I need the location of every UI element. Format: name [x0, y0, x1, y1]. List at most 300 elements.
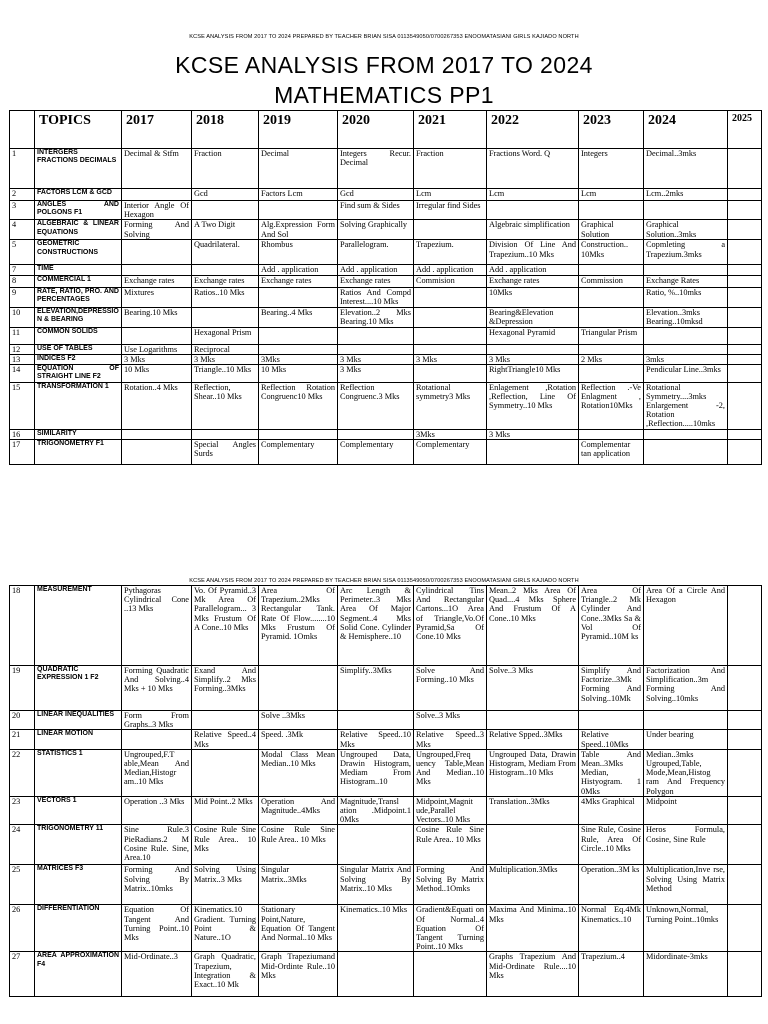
- year-cell-2024: Midordinate-3mks: [644, 952, 728, 997]
- year-cell-2025: [728, 189, 762, 201]
- table-row: [10, 354, 762, 364]
- table-row: [10, 220, 762, 240]
- topic-cell: COMMERCIAL 1: [35, 275, 122, 287]
- year-cell-2019: Graph Trapeziumand Mid-Ordinte Rule..10 Mks: [259, 952, 338, 997]
- year-cell-2022: Solve..3 Mks: [487, 666, 579, 711]
- year-cell-2023: [579, 429, 644, 439]
- year-cell-2023: 4Mks Graphical: [579, 796, 644, 825]
- year-cell-2024: Unknown,Normal, Turning Point..10mks: [644, 905, 728, 952]
- year-cell-2018: Exand And Simplify..2 Mks Forming..3Mks: [192, 666, 259, 711]
- year-cell-2020: Find sum & Sides: [338, 201, 414, 220]
- table-row: [10, 825, 762, 865]
- year-cell-2017: [122, 429, 192, 439]
- header-2018: 2018: [192, 111, 259, 149]
- table-header-row: [10, 111, 762, 149]
- year-cell-2019: [259, 287, 338, 307]
- header-no: [10, 111, 35, 149]
- year-cell-2025: [728, 586, 762, 666]
- year-cell-2020: Magnitude,Transl ation .Midpoint.1 0Mks: [338, 796, 414, 825]
- row-number: 15: [10, 382, 35, 429]
- year-cell-2020: 3 Mks: [338, 365, 414, 383]
- page-title-line-1: KCSE ANALYSIS FROM 2017 TO 2024: [175, 52, 593, 78]
- table-row: [10, 240, 762, 265]
- year-cell-2021: Solve And Forming..10 Mks: [414, 666, 487, 711]
- page-header-line: KCSE ANALYSIS FROM 2017 TO 2024 PREPARED BY TEACHER BRIAN SISA 0113549050/0700267353 ENOOMATASIANI GIRLS KAJIADO NORTH: [189, 34, 579, 40]
- year-cell-2020: Elevation..2 Mks Bearing.10 Mks: [338, 307, 414, 327]
- year-cell-2017: Rotation..4 Mks: [122, 382, 192, 429]
- year-cell-2017: 3 Mks: [122, 354, 192, 364]
- year-cell-2025: [728, 354, 762, 364]
- year-cell-2025: [728, 220, 762, 240]
- year-cell-2022: [487, 344, 579, 354]
- year-cell-2020: Singular Matrix And Solving By Matrix..10 Mks: [338, 865, 414, 905]
- year-cell-2024: Factorization And Simplification..3m Forming And Solving..10mks: [644, 666, 728, 711]
- year-cell-2023: [579, 344, 644, 354]
- year-cell-2024: Heros Formula, Cosine, Sine Rule: [644, 825, 728, 865]
- year-cell-2022: Relative Spped..3Mks: [487, 730, 579, 749]
- row-number: 25: [10, 865, 35, 905]
- year-cell-2025: [728, 865, 762, 905]
- year-cell-2017: Mid-Ordinate..3: [122, 952, 192, 997]
- row-number: 2: [10, 189, 35, 201]
- year-cell-2022: Multiplication.3Mks: [487, 865, 579, 905]
- year-cell-2022: Graphs Trapezium And Mid-Ordinate Rule....10 Mks: [487, 952, 579, 997]
- year-cell-2024: Lcm..2mks: [644, 189, 728, 201]
- year-cell-2024: Graphical Solution..3mks: [644, 220, 728, 240]
- table-row: [10, 905, 762, 952]
- year-cell-2020: Kinematics..10 Mks: [338, 905, 414, 952]
- year-cell-2024: Pendicular Line..3mks: [644, 365, 728, 383]
- year-cell-2017: Ungrouped,F.T able,Mean And Median,Histogr am..10 Mks: [122, 749, 192, 796]
- year-cell-2018: [192, 749, 259, 796]
- year-cell-2023: Commission: [579, 275, 644, 287]
- header-2017: 2017: [122, 111, 192, 149]
- year-cell-2018: [192, 265, 259, 275]
- year-cell-2019: Singular Matrix..3Mks: [259, 865, 338, 905]
- year-cell-2021: Ungrouped,Freq uency Table,Mean And Median..10 Mks: [414, 749, 487, 796]
- year-cell-2021: Cylindrical Tins And Rectangular Cartons...1O Area of Triangle,Vo.Of Pyramid,Sa Of Cone.10 Mks: [414, 586, 487, 666]
- year-cell-2024: Area Of a Circle And Hexagon: [644, 586, 728, 666]
- year-cell-2018: Hexagonal Prism: [192, 327, 259, 344]
- table-row: [10, 327, 762, 344]
- year-cell-2018: Special Angles Surds: [192, 439, 259, 464]
- year-cell-2020: Exchange rates: [338, 275, 414, 287]
- row-number: 10: [10, 307, 35, 327]
- topic-cell: RATE, RATIO, PRO. AND PERCENTAGES: [35, 287, 122, 307]
- table-row: [10, 201, 762, 220]
- year-cell-2018: Fraction: [192, 149, 259, 189]
- year-cell-2025: [728, 265, 762, 275]
- year-cell-2020: Integers Recur. Decimal: [338, 149, 414, 189]
- year-cell-2020: [338, 327, 414, 344]
- year-cell-2022: 3 Mks: [487, 354, 579, 364]
- header-2019: 2019: [259, 111, 338, 149]
- year-cell-2020: Solving Graphically: [338, 220, 414, 240]
- year-cell-2019: Alg.Expression Form And Sol: [259, 220, 338, 240]
- year-cell-2023: Reflection .-Ve Enlagment , Rotation10Mks: [579, 382, 644, 429]
- topic-cell: EQUATION OF STRAIGHT LINE F2: [35, 365, 122, 383]
- year-cell-2019: Solve ..3Mks: [259, 711, 338, 730]
- table-row: [10, 711, 762, 730]
- year-cell-2018: Solving Using Matrix..3 Mks: [192, 865, 259, 905]
- year-cell-2022: 3 Mks: [487, 429, 579, 439]
- year-cell-2017: Exchange rates: [122, 275, 192, 287]
- year-cell-2021: [414, 220, 487, 240]
- topic-cell: FACTORS LCM & GCD: [35, 189, 122, 201]
- year-cell-2021: [414, 287, 487, 307]
- year-cell-2017: Bearing.10 Mks: [122, 307, 192, 327]
- row-number: 13: [10, 354, 35, 364]
- year-cell-2022: [487, 825, 579, 865]
- page-header-line-2: KCSE ANALYSIS FROM 2017 TO 2024 PREPARED BY TEACHER BRIAN SISA 0113549050/0700267353 ENOOMATASIANI GIRLS KAJIADO NORTH: [189, 578, 579, 584]
- year-cell-2018: A Two Digit: [192, 220, 259, 240]
- year-cell-2024: Elevation..3mks Bearing..10mksd: [644, 307, 728, 327]
- year-cell-2019: [259, 327, 338, 344]
- year-cell-2024: Exchange Rates: [644, 275, 728, 287]
- year-cell-2023: Triangular Prism: [579, 327, 644, 344]
- year-cell-2021: Midpoint,Magnit ude,Parallel Vectors..10 Mks: [414, 796, 487, 825]
- year-cell-2019: [259, 666, 338, 711]
- row-number: 22: [10, 749, 35, 796]
- table-row: [10, 429, 762, 439]
- header-2023: 2023: [579, 111, 644, 149]
- year-cell-2017: Sine Rule.3 PieRadians.2 M Cosine Rule. Sine, Area.10: [122, 825, 192, 865]
- year-cell-2019: Rhombus: [259, 240, 338, 265]
- table-row: [10, 586, 762, 666]
- year-cell-2025: [728, 796, 762, 825]
- year-cell-2019: Operation And Magnitude..4Mks: [259, 796, 338, 825]
- year-cell-2019: Add . application: [259, 265, 338, 275]
- row-number: 26: [10, 905, 35, 952]
- year-cell-2019: Complementary: [259, 439, 338, 464]
- year-cell-2020: Gcd: [338, 189, 414, 201]
- year-cell-2023: Sine Rule, Cosine Rule, Area Of Circle..10 Mks: [579, 825, 644, 865]
- year-cell-2023: [579, 307, 644, 327]
- year-cell-2025: [728, 952, 762, 997]
- year-cell-2023: Lcm: [579, 189, 644, 201]
- year-cell-2024: Copmleting a Trapezium.3mks: [644, 240, 728, 265]
- year-cell-2023: Relative Speed..10Mks: [579, 730, 644, 749]
- year-cell-2024: Ratio, %..10mks: [644, 287, 728, 307]
- year-cell-2023: 2 Mks: [579, 354, 644, 364]
- year-cell-2024: [644, 711, 728, 730]
- year-cell-2020: [338, 825, 414, 865]
- year-cell-2021: [414, 365, 487, 383]
- row-number: 5: [10, 240, 35, 265]
- year-cell-2019: 10 Mks: [259, 365, 338, 383]
- year-cell-2023: [579, 265, 644, 275]
- year-cell-2023: Construction.. 10Mks: [579, 240, 644, 265]
- year-cell-2017: Pythagoras Cylindrical Cone ..13 Mks: [122, 586, 192, 666]
- table-row: [10, 149, 762, 189]
- row-number: 23: [10, 796, 35, 825]
- year-cell-2017: Decimal & Stfm: [122, 149, 192, 189]
- row-number: 9: [10, 287, 35, 307]
- row-number: 8: [10, 275, 35, 287]
- year-cell-2018: Reflection, Shear..10 Mks: [192, 382, 259, 429]
- year-cell-2023: Complementar tan application: [579, 439, 644, 464]
- year-cell-2022: [487, 711, 579, 730]
- year-cell-2022: Hexagonal Pyramid: [487, 327, 579, 344]
- year-cell-2025: [728, 365, 762, 383]
- year-cell-2021: Forming And Solving By Matrix Method..1Omks: [414, 865, 487, 905]
- table-row: [10, 307, 762, 327]
- year-cell-2024: Rotational Symmetry....3mks Enlargement -2, Rotation ,Reflection.....10mks: [644, 382, 728, 429]
- year-cell-2022: Maxima And Minima..10 Mks: [487, 905, 579, 952]
- year-cell-2023: Area Of Triangle..2 Mk Cylinder And Cone..3Mks Sa & Vol Of Pyramid..10M ks: [579, 586, 644, 666]
- year-cell-2017: Forming And Solving: [122, 220, 192, 240]
- year-cell-2025: [728, 344, 762, 354]
- year-cell-2018: Exchange rates: [192, 275, 259, 287]
- year-cell-2018: 3 Mks: [192, 354, 259, 364]
- year-cell-2021: Gradient&Equati on Of Normal..4 Equation Of Tangent Turning Point..10 Mks: [414, 905, 487, 952]
- year-cell-2018: Reciprocal: [192, 344, 259, 354]
- year-cell-2018: Cosine Rule Sine Rule Area.. 10 Mks: [192, 825, 259, 865]
- year-cell-2020: [338, 344, 414, 354]
- year-cell-2021: [414, 344, 487, 354]
- year-cell-2021: Complementary: [414, 439, 487, 464]
- row-number: 24: [10, 825, 35, 865]
- year-cell-2020: 3 Mks: [338, 354, 414, 364]
- topic-cell: GEOMETRIC CONSTRUCTIONS: [35, 240, 122, 265]
- year-cell-2025: [728, 749, 762, 796]
- table-row: [10, 382, 762, 429]
- topic-cell: ALGEBRAIC & LINEAR EQUATIONS: [35, 220, 122, 240]
- year-cell-2020: [338, 952, 414, 997]
- topic-cell: MEASUREMENT: [35, 586, 122, 666]
- year-cell-2020: Simplify..3Mks: [338, 666, 414, 711]
- year-cell-2025: [728, 905, 762, 952]
- year-cell-2021: Solve..3 Mks: [414, 711, 487, 730]
- year-cell-2025: [728, 429, 762, 439]
- row-number: 12: [10, 344, 35, 354]
- topic-cell: STATISTICS 1: [35, 749, 122, 796]
- year-cell-2019: Speed. .3Mk: [259, 730, 338, 749]
- row-number: 14: [10, 365, 35, 383]
- year-cell-2022: Lcm: [487, 189, 579, 201]
- year-cell-2019: [259, 344, 338, 354]
- year-cell-2023: Simplify And Factorize..3Mk Forming And Solving..10Mk: [579, 666, 644, 711]
- row-number: 20: [10, 711, 35, 730]
- table-row: [10, 365, 762, 383]
- year-cell-2024: [644, 265, 728, 275]
- year-cell-2022: Mean..2 Mks Area Of Quad....4 Mks Sphere And Frustum Of A Cone..10 Mks: [487, 586, 579, 666]
- row-number: 7: [10, 265, 35, 275]
- topic-cell: COMMON SOLIDS: [35, 327, 122, 344]
- year-cell-2019: Decimal: [259, 149, 338, 189]
- topic-cell: USE OF TABLES: [35, 344, 122, 354]
- year-cell-2017: Forming And Solving By Matrix..10mks: [122, 865, 192, 905]
- analysis-table-2: [9, 585, 762, 997]
- year-cell-2017: Forming Quadratic And Solving..4 Mks + 10 Mks: [122, 666, 192, 711]
- year-cell-2021: [414, 307, 487, 327]
- year-cell-2020: Relative Speed..10 Mks: [338, 730, 414, 749]
- year-cell-2023: [579, 287, 644, 307]
- year-cell-2020: [338, 711, 414, 730]
- table-row: [10, 275, 762, 287]
- row-number: 17: [10, 439, 35, 464]
- table-row: [10, 730, 762, 749]
- table-row: [10, 865, 762, 905]
- table-row: [10, 749, 762, 796]
- year-cell-2017: Interior Angle Of Hexagon: [122, 201, 192, 220]
- year-cell-2018: Graph Quadratic, Trapezium, Integration & Exact..10 Mk: [192, 952, 259, 997]
- row-number: 21: [10, 730, 35, 749]
- header-2025: 2025: [728, 111, 762, 149]
- year-cell-2025: [728, 240, 762, 265]
- topic-cell: LINEAR INEQUALITIES: [35, 711, 122, 730]
- topic-cell: TIME: [35, 265, 122, 275]
- topic-cell: SIMILARITY: [35, 429, 122, 439]
- year-cell-2018: Vo. Of Pyramid..3 Mk Area Of Parallelogram... 3 Mks Frustum Of A Cone..10 Mks: [192, 586, 259, 666]
- year-cell-2019: 3Mks: [259, 354, 338, 364]
- year-cell-2020: Ungrouped Data, Drawin Histogram, Mediam From Histogram..10: [338, 749, 414, 796]
- year-cell-2021: Add . application: [414, 265, 487, 275]
- topic-cell: LINEAR MOTION: [35, 730, 122, 749]
- topic-cell: ELEVATION,DEPRESSION & BEARING: [35, 307, 122, 327]
- year-cell-2024: Median..3mks Ugrouped,Table, Mode,Mean,Histog ram And Frequency Polygon: [644, 749, 728, 796]
- year-cell-2025: [728, 730, 762, 749]
- row-number: 27: [10, 952, 35, 997]
- year-cell-2024: Decimal..3mks: [644, 149, 728, 189]
- year-cell-2020: Ratios And Compd Interest....10 Mks: [338, 287, 414, 307]
- year-cell-2025: [728, 825, 762, 865]
- year-cell-2024: Multiplication,Inve rse, Solving Using Matrix Method: [644, 865, 728, 905]
- year-cell-2020: [338, 429, 414, 439]
- table-row: [10, 287, 762, 307]
- year-cell-2022: Division Of Line And Trapezium..10 Mks: [487, 240, 579, 265]
- year-cell-2017: Use Logarithms: [122, 344, 192, 354]
- table-row: [10, 666, 762, 711]
- year-cell-2017: 10 Mks: [122, 365, 192, 383]
- year-cell-2018: Quadrilateral.: [192, 240, 259, 265]
- year-cell-2022: Exchange rates: [487, 275, 579, 287]
- year-cell-2022: Ungrouped Data, Drawin Histogram, Mediam From Histogram..10 Mks: [487, 749, 579, 796]
- year-cell-2017: Mixtures: [122, 287, 192, 307]
- year-cell-2017: [122, 189, 192, 201]
- year-cell-2017: [122, 730, 192, 749]
- year-cell-2025: [728, 307, 762, 327]
- year-cell-2018: Gcd: [192, 189, 259, 201]
- year-cell-2019: Factors Lcm: [259, 189, 338, 201]
- year-cell-2021: 3 Mks: [414, 354, 487, 364]
- year-cell-2025: [728, 382, 762, 429]
- table-row: [10, 796, 762, 825]
- year-cell-2021: Fraction: [414, 149, 487, 189]
- year-cell-2020: Complementary: [338, 439, 414, 464]
- table-row: [10, 344, 762, 354]
- year-cell-2019: Cosine Rule Sine Rule Area.. 10 Mks: [259, 825, 338, 865]
- topic-cell: INDICES F2: [35, 354, 122, 364]
- year-cell-2017: [122, 265, 192, 275]
- year-cell-2018: [192, 429, 259, 439]
- year-cell-2021: [414, 952, 487, 997]
- year-cell-2021: 3Mks: [414, 429, 487, 439]
- year-cell-2022: Add . application: [487, 265, 579, 275]
- year-cell-2020: Arc Length & Perimeter..3 Mks Area Of Major Segment..4 Mks Solid Cone. Cylinder & Hemisphere..10: [338, 586, 414, 666]
- year-cell-2018: Mid Point..2 Mks: [192, 796, 259, 825]
- year-cell-2019: [259, 429, 338, 439]
- year-cell-2022: [487, 439, 579, 464]
- year-cell-2020: Parallelogram.: [338, 240, 414, 265]
- year-cell-2021: [414, 327, 487, 344]
- year-cell-2017: [122, 327, 192, 344]
- topic-cell: MATRICES F3: [35, 865, 122, 905]
- year-cell-2022: Translation..3Mks: [487, 796, 579, 825]
- year-cell-2018: [192, 711, 259, 730]
- topic-cell: TRANSFORMATION 1: [35, 382, 122, 429]
- analysis-table-1: [9, 110, 762, 465]
- year-cell-2025: [728, 201, 762, 220]
- year-cell-2023: [579, 201, 644, 220]
- year-cell-2024: Under bearing: [644, 730, 728, 749]
- row-number: 4: [10, 220, 35, 240]
- year-cell-2018: [192, 201, 259, 220]
- year-cell-2017: Form From Graphs..3 Mks: [122, 711, 192, 730]
- topic-cell: TRIGONOMETRY F1: [35, 439, 122, 464]
- year-cell-2025: [728, 287, 762, 307]
- year-cell-2019: Exchange rates: [259, 275, 338, 287]
- topic-cell: VECTORS 1: [35, 796, 122, 825]
- row-number: 1: [10, 149, 35, 189]
- year-cell-2023: Normal Eq.4Mk Kinematics..10: [579, 905, 644, 952]
- row-number: 18: [10, 586, 35, 666]
- year-cell-2022: Bearing&Elevation &Depression: [487, 307, 579, 327]
- year-cell-2022: Algebraic simplification: [487, 220, 579, 240]
- year-cell-2021: Rotational symmetry3 Mks: [414, 382, 487, 429]
- year-cell-2019: Bearing..4 Mks: [259, 307, 338, 327]
- year-cell-2023: Integers: [579, 149, 644, 189]
- year-cell-2019: Stationary Point,Nature, Equation Of Tangent And Normal..10 Mks: [259, 905, 338, 952]
- year-cell-2024: [644, 344, 728, 354]
- topic-cell: TRIGONOMETRY 11: [35, 825, 122, 865]
- row-number: 16: [10, 429, 35, 439]
- page-title-line-2: MATHEMATICS PP1: [274, 82, 494, 108]
- year-cell-2021: Lcm: [414, 189, 487, 201]
- year-cell-2022: 10Mks: [487, 287, 579, 307]
- year-cell-2018: Kinematics.10 Gradient. Turning Point & Nature..1O: [192, 905, 259, 952]
- row-number: 11: [10, 327, 35, 344]
- year-cell-2021: Irregular find Sides: [414, 201, 487, 220]
- table-row: [10, 189, 762, 201]
- year-cell-2017: Equation Of Tangent And Turning Point..10 Mks: [122, 905, 192, 952]
- header-2020: 2020: [338, 111, 414, 149]
- year-cell-2023: Table And Mean..3Mks Median, Histyogram. 1 0Mks: [579, 749, 644, 796]
- topic-cell: DIFFERENTIATION: [35, 905, 122, 952]
- topic-cell: ANGLES AND POLGONS F1: [35, 201, 122, 220]
- year-cell-2022: Enlagement ,Rotation ,Reflection, Line Of Symmetry..10 Mks: [487, 382, 579, 429]
- year-cell-2024: [644, 327, 728, 344]
- year-cell-2025: [728, 149, 762, 189]
- year-cell-2017: Operation ..3 Mks: [122, 796, 192, 825]
- year-cell-2020: Add . application: [338, 265, 414, 275]
- year-cell-2018: [192, 307, 259, 327]
- year-cell-2025: [728, 327, 762, 344]
- year-cell-2021: Commision: [414, 275, 487, 287]
- year-cell-2019: Reflection Rotation Congruenc10 Mks: [259, 382, 338, 429]
- year-cell-2025: [728, 275, 762, 287]
- year-cell-2022: Fractions Word. Q: [487, 149, 579, 189]
- topic-cell: AREA APPROXIMATION F4: [35, 952, 122, 997]
- year-cell-2018: Ratios..10 Mks: [192, 287, 259, 307]
- year-cell-2019: Modal Class Mean Median..10 Mks: [259, 749, 338, 796]
- year-cell-2023: Operation..3M ks: [579, 865, 644, 905]
- year-cell-2023: [579, 365, 644, 383]
- year-cell-2019: [259, 201, 338, 220]
- year-cell-2022: RightTriangle10 Mks: [487, 365, 579, 383]
- topic-cell: INTERGERS FRACTIONS DECIMALS: [35, 149, 122, 189]
- year-cell-2025: [728, 711, 762, 730]
